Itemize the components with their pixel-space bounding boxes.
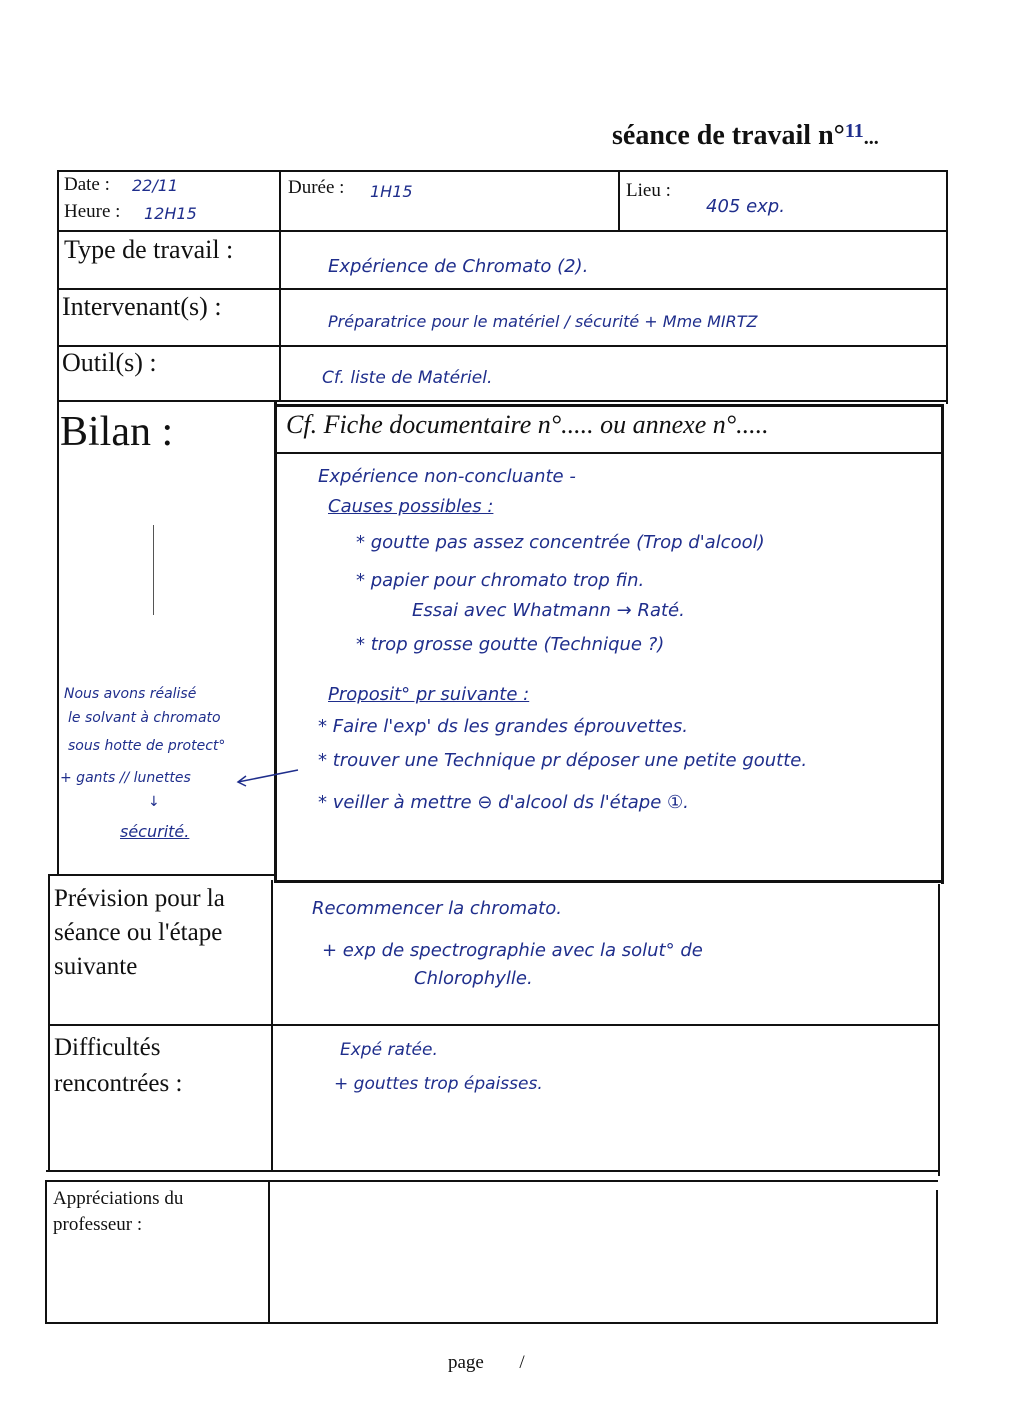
bilan-line: Causes possibles :: [328, 496, 494, 517]
appreciations-label-line: professeur :: [53, 1214, 143, 1235]
bilan-line: * papier pour chromato trop fin.: [356, 570, 645, 591]
hour-label: Heure :: [64, 201, 121, 222]
page-title-prefix: séance de travail n°: [612, 120, 845, 151]
margin-note-line: Nous avons réalisé: [64, 686, 197, 702]
difficultes-label: [54, 1030, 182, 1102]
prevision-line: Recommencer la chromato.: [312, 898, 562, 919]
session-number: 11: [844, 120, 864, 142]
prevision-label-line: suivante: [54, 953, 138, 980]
outils-value: Cf. liste de Matériel.: [322, 368, 493, 388]
difficultes-label-line: rencontrées :: [54, 1070, 183, 1097]
place-value: 405 exp.: [706, 196, 785, 217]
margin-note-line: sous hotte de protect°: [68, 738, 226, 754]
appreciations-label: [53, 1186, 183, 1238]
difficultes-line: Expé ratée.: [340, 1040, 438, 1060]
bilan-line: * trouver une Technique pr déposer une petite goutte.: [318, 750, 808, 771]
place-label: Lieu :: [626, 180, 671, 201]
type-value: Expérience de Chromato (2).: [328, 256, 589, 277]
prevision-label-line: séance ou l'étape: [54, 919, 223, 946]
bilan-line: Expérience non-concluante -: [318, 466, 576, 487]
margin-arrow-icon: [232, 764, 302, 790]
date-label: Date :: [64, 174, 110, 195]
bilan-line: * trop grosse goutte (Technique ?): [356, 634, 665, 655]
page-title: séance de travail n°$^{11}$...: [612, 120, 879, 151]
page-number: [448, 1352, 525, 1374]
page-separator: /: [519, 1352, 525, 1373]
pencil-mark: [153, 525, 154, 615]
hour-value: 12H15: [144, 204, 197, 223]
prevision-label-line: Prévision pour la: [54, 885, 225, 912]
difficultes-line: + gouttes trop épaisses.: [334, 1074, 543, 1094]
intervenants-label: Intervenant(s) :: [62, 292, 222, 321]
bilan-line: Essai avec Whatmann → Raté.: [412, 600, 685, 621]
bilan-reference: Cf. Fiche documentaire n°..... ou annexe n°.....: [286, 410, 769, 439]
type-label: Type de travail :: [64, 235, 234, 264]
prevision-line: Chlorophylle.: [414, 968, 533, 989]
prevision-line: + exp de spectrographie avec la solut° de: [322, 940, 703, 961]
date-value: 22/11: [132, 176, 179, 195]
bilan-line: * Faire l'exp' ds les grandes éprouvettes.: [318, 716, 688, 737]
margin-note-line: le solvant à chromato: [68, 710, 221, 726]
margin-note-arrow: ↓: [148, 794, 160, 810]
intervenants-value: Préparatrice pour le matériel / sécurité + Mme MIRTZ: [328, 312, 758, 331]
bilan-line: Proposit° pr suivante :: [328, 684, 530, 705]
bilan-line: * veiller à mettre ⊖ d'alcool ds l'étape ①.: [318, 792, 689, 813]
bilan-label: Bilan :: [60, 409, 174, 455]
difficultes-label-line: Difficultés: [54, 1034, 161, 1061]
prevision-label: [54, 882, 225, 984]
outils-label: Outil(s) :: [62, 348, 157, 377]
appreciations-label-line: Appréciations du: [53, 1188, 184, 1209]
margin-note-line: + gants // lunettes: [60, 770, 191, 786]
duration-label: Durée :: [288, 177, 345, 198]
bilan-line: * goutte pas assez concentrée (Trop d'alcool): [356, 532, 765, 553]
margin-note-line: sécurité.: [120, 822, 190, 841]
page-label: page: [448, 1352, 484, 1373]
duration-value: 1H15: [370, 182, 413, 201]
